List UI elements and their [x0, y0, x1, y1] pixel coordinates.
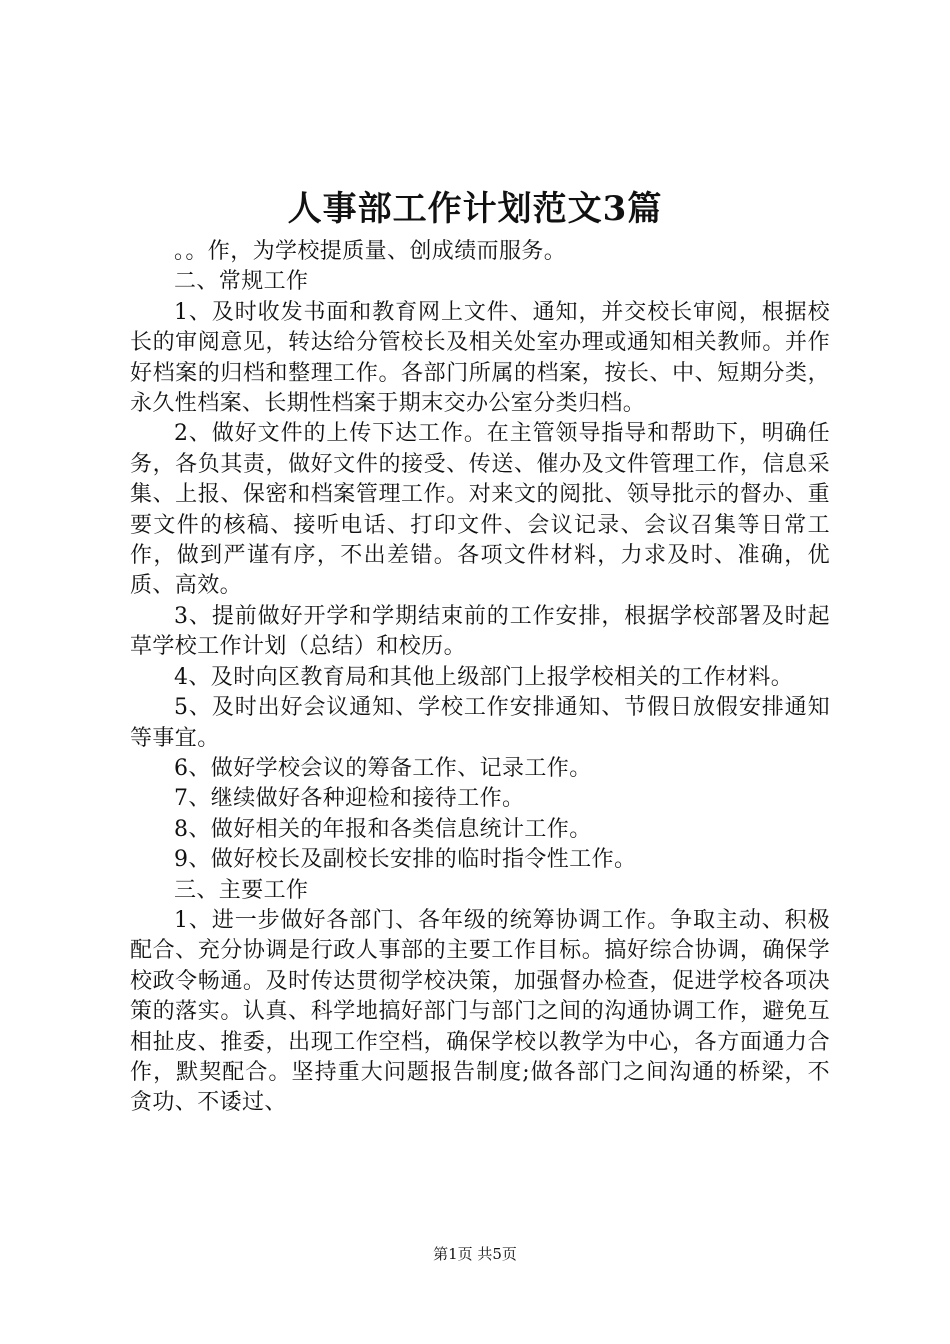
paragraph-routine-6: 6、做好学校会议的筹备工作、记录工作。 — [174, 755, 592, 781]
paragraph-intro-fragment: 。。作，为学校提质量、创成绩而服务。 — [174, 239, 567, 264]
paragraph-routine-5: 5、及时出好会议通知、学校工作安排通知、节假日放假安排通知等事宜。 — [130, 695, 830, 751]
paragraph-main-1: 1、进一步做好各部门、各年级的统筹协调工作。争取主动、积极配合、充分协调是行政人事部的主要工作目标。搞好综合协调，确保学校政令畅通。及时传达贯彻学校决策，加强督办检查，促进学校各项决策的落实。认真、科学地搞好部门与部门之间的沟通协调工作，避免互相扯皮、推委，出现工作空档，确保学校以教学为中心，各方面通力合作，默契配合。坚持重大问题报告制度;做各部门之间沟通的桥梁，不贪功、不诿过、 — [130, 907, 830, 1116]
section-heading-routine-work: 二、常规工作 — [174, 269, 309, 295]
paragraph-routine-8: 8、做好相关的年报和各类信息统计工作。 — [174, 816, 592, 842]
paragraph-routine-2: 2、做好文件的上传下达工作。在主管领导指导和帮助下，明确任务，各负其责，做好文件的接受、传送、催办及文件管理工作，信息采集、上报、保密和档案管理工作。对来文的阅批、领导批示的督办、重要文件的核稿、接听电话、打印文件、会议记录、会议召集等日常工作，做到严谨有序，不出差错。各项文件材料，力求及时、准确，优质、高效。 — [130, 421, 830, 599]
paragraph-routine-3: 3、提前做好开学和学期结束前的工作安排，根据学校部署及时起草学校工作计划（总结）和校历。 — [130, 603, 830, 660]
paragraph-routine-4: 4、及时向区教育局和其他上级部门上报学校相关的工作材料。 — [174, 664, 794, 690]
page-number-footer: 第1页 共5页 — [433, 1245, 517, 1263]
paragraph-routine-9: 9、做好校长及副校长安排的临时指令性工作。 — [174, 847, 637, 873]
paragraph-routine-7: 7、继续做好各种迎检和接待工作。 — [174, 786, 525, 812]
section-heading-main-work: 三、主要工作 — [174, 877, 309, 903]
paragraph-routine-1: 1、及时收发书面和教育网上文件、通知，并交校长审阅，根据校长的审阅意见，转达给分管校长及相关处室办理或通知相关教师。并作好档案的归档和整理工作。各部门所属的档案，按长、中、短期分类，永久性档案、长期性档案于期末交办公室分类归档。 — [130, 299, 830, 417]
document-body — [130, 237, 830, 1119]
document-title: 人事部工作计划范文3篇 — [287, 189, 663, 229]
